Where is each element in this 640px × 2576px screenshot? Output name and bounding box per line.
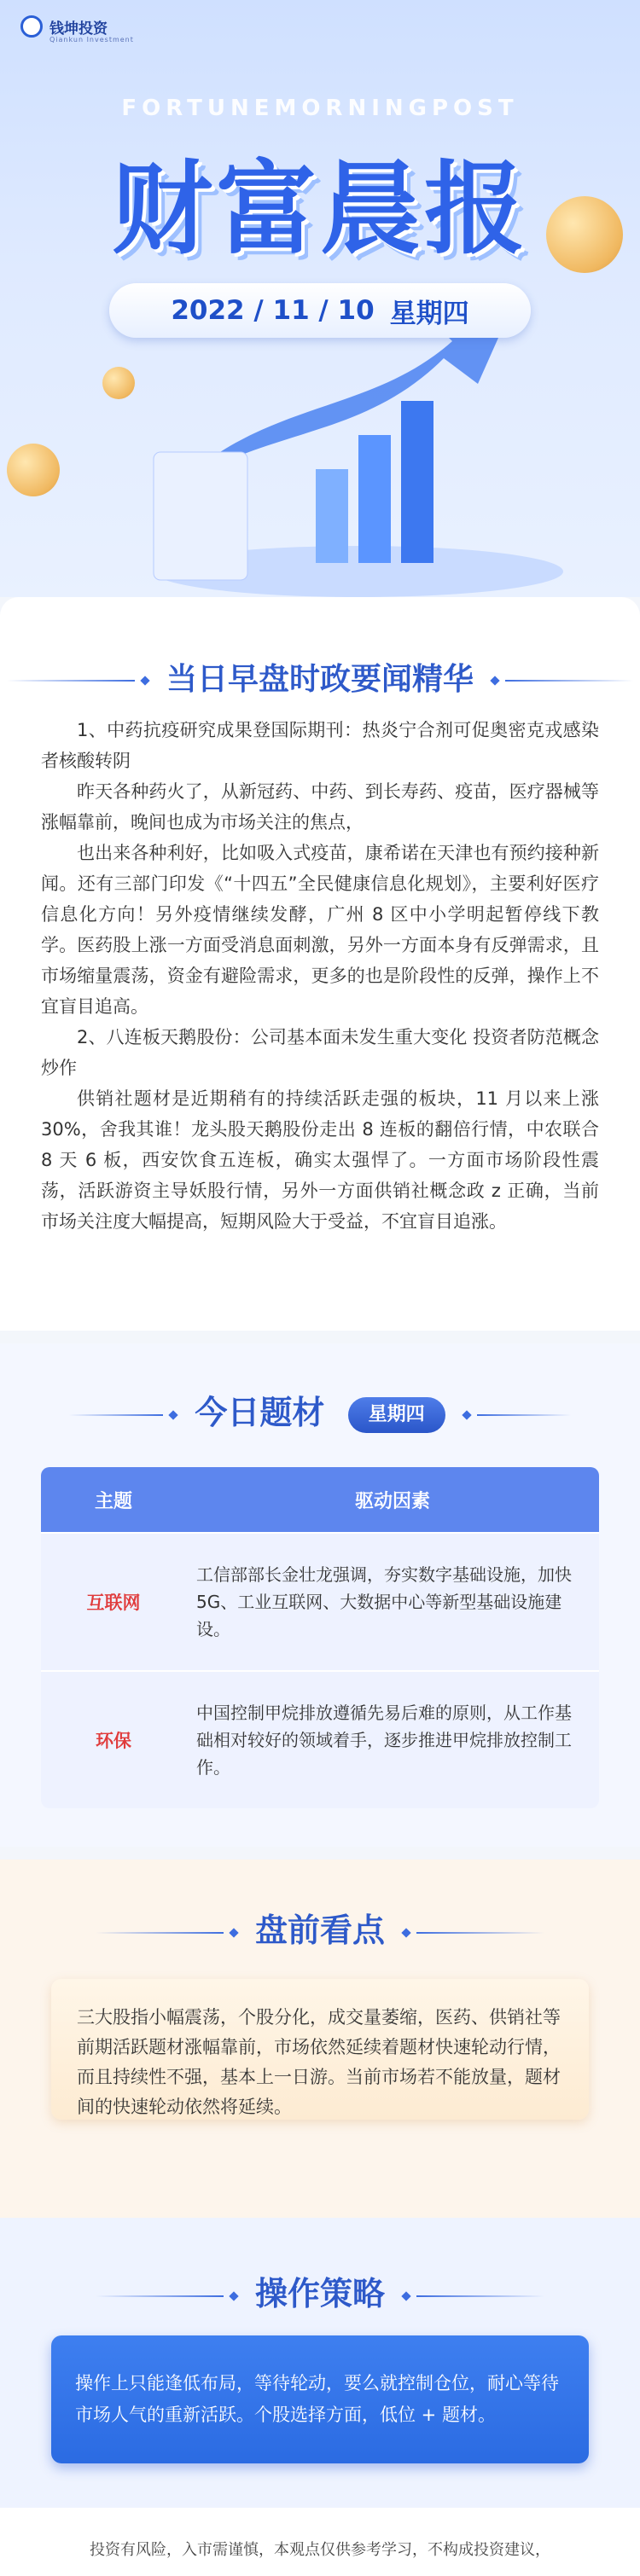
news-section-title-text: 当日早盘时政要闻精华 <box>166 662 474 697</box>
report-weekday: 星期四 <box>389 298 469 329</box>
driver-cell: 中国控制甲烷排放遵循先易后难的原则，从工作基础相对较好的领域着手，逐步推进甲烷排放控制工作。 <box>196 1703 572 1778</box>
diamond-icon <box>168 1410 177 1419</box>
news-section-title <box>0 655 640 699</box>
diamond-icon <box>490 676 499 685</box>
divider <box>96 1932 224 1934</box>
topics-weekday-badge: 星期四 <box>348 1397 445 1433</box>
news-body <box>41 715 599 1237</box>
theme-cell: 互联网 <box>86 1593 141 1613</box>
news-paragraph: 也出来各种利好，比如吸入式疫苗，康希诺在天津也有预约接种新闻。还有三部门印发《“十四五”全民健康信息化规划》，主要利好医疗信息化方向！另外疫情继续发酵，广州 8 区中小学明起暂停线下教学。医药股上涨一方面受消息面刺激，另外一方面本身有反弹需求，且市场缩量震荡，资金有避险需求，更多的也是阶段性的反弹，操作上不宜盲目追高。 <box>41 843 599 1017</box>
premarket-text-box: 三大股指小幅震荡，个股分化，成交量萎缩，医药、供销社等前期活跃题材涨幅靠前，市场依然延续着题材快速轮动行情，而且持续性不强，基本上一日游。当前市场若不能放量，题材间的快速轮动依然将延续。 <box>51 1979 589 2120</box>
diamond-icon <box>402 1928 411 1937</box>
brand-logo[interactable] <box>20 15 108 38</box>
news-headline-1: 1、中药抗疫研究成果登国际期刊：热炎宁合剂可促奥密克戎感染者核酸转阴 <box>41 720 599 771</box>
strategy-section-title <box>0 2267 640 2314</box>
theme-cell: 环保 <box>96 1731 131 1751</box>
divider <box>69 1414 163 1416</box>
report-date: 2022 / 11 / 10 <box>171 295 375 326</box>
strategy-title-text: 操作策略 <box>254 2275 385 2312</box>
divider <box>477 1414 571 1416</box>
driver-cell: 工信部部长金壮龙强调，夯实数字基础设施，加快5G、工业互联网、大数据中心等新型基础设施建设。 <box>196 1564 572 1639</box>
divider <box>96 2295 224 2297</box>
diamond-icon <box>229 1928 238 1937</box>
date-banner <box>109 283 531 338</box>
diamond-icon <box>462 1410 471 1419</box>
topics-table <box>41 1467 599 1808</box>
table-header <box>41 1467 599 1532</box>
topics-title-text: 今日题材 <box>195 1394 325 1431</box>
news-paragraph: 昨天各种药火了，从新冠药、中药、到长寿药、疫苗，医疗器械等涨幅靠前，晚间也成为市场关注的焦点， <box>41 781 599 833</box>
english-title: FORTUNEMORNINGPOST <box>121 96 519 121</box>
disclaimer-text: 投资有风险，入市需谨慎，本观点仅供参考学习，不构成投资建议， <box>90 2541 550 2559</box>
diamond-icon <box>229 2291 238 2300</box>
table-row <box>41 1532 599 1670</box>
brand-name: 钱坤投资 <box>49 20 108 38</box>
strategy-text-box: 操作上只能逢低布局，等待轮动，要么就控制仓位，耐心等待市场人气的重新活跃。个股选择方面，低位 + 题材。 <box>51 2335 589 2463</box>
premarket-section-title <box>0 1904 640 1951</box>
divider <box>416 2295 544 2297</box>
diamond-icon <box>402 2291 411 2300</box>
table-row <box>41 1670 599 1808</box>
topics-section-title <box>0 1386 640 1433</box>
brand-logo-icon <box>20 15 43 38</box>
divider <box>505 680 633 682</box>
diamond-icon <box>141 676 150 685</box>
news-paragraph: 供销社题材是近期稍有的持续活跃走强的板块，11 月以来上涨 30%，舍我其谁！龙头股天鹅股份走出 8 连板的翻倍行情，中农联合 8 天 6 板，西安饮食五连板，确实太强悍了。一方面市场阶段性震荡，活跃游资主导妖股行情，另外一方面供销社概念政 z 正确，当前市场关注度大幅提高，短期风险大于受益，不宜盲目追涨。 <box>41 1088 599 1232</box>
divider <box>7 680 135 682</box>
news-headline-2: 2、八连板天鹅股份：公司基本面未发生重大变化 投资者防范概念炒作 <box>41 1027 599 1078</box>
column-header-theme: 主题 <box>94 1490 132 1512</box>
premarket-title-text: 盘前看点 <box>254 1912 385 1949</box>
brand-subtitle: Qiankun Investment <box>49 36 134 44</box>
page-title: 财富晨报 <box>111 150 528 268</box>
divider <box>416 1932 544 1934</box>
hero-banner <box>0 0 640 597</box>
column-header-driver: 驱动因素 <box>354 1490 430 1512</box>
growth-chart-illustration-icon <box>0 324 640 597</box>
